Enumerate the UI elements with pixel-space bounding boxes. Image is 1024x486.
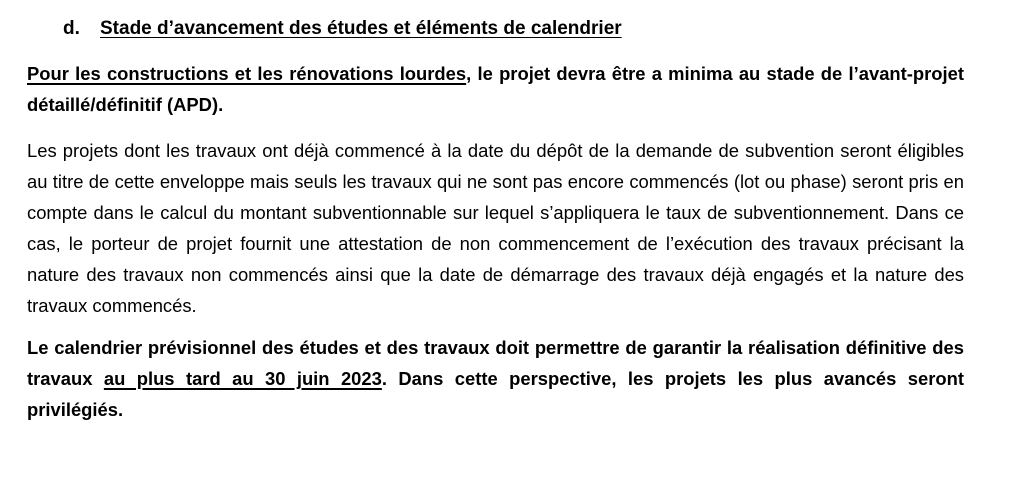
section-letter: d. (63, 18, 80, 39)
paragraph-apd-requirement (27, 58, 964, 120)
paragraph-apd-rest: , le projet devra être a minima au stade de l’avant-projet détaillé/définitif (APD). (27, 63, 964, 115)
section-heading (63, 14, 964, 44)
section-title: Stade d’avancement des études et éléments de calendrier (100, 18, 622, 39)
paragraph-calendar-after: . Dans cette perspective, les projets les plus avancés seront privilégiés. (27, 368, 964, 420)
underlined-phrase-constructions: Pour les constructions et les rénovations lourdes (27, 63, 467, 84)
paragraph-started-works: Les projets dont les travaux ont déjà commencé à la date du dépôt de la demande de subvention seront éligibles au titre de cette enveloppe mais seuls les travaux qui ne sont pas encore commencés (lot ou phase) seront pris en compte dans le calcul du montant subventionnable sur lequel s’appliquera le taux de subventionnement. Dans ce cas, le porteur de projet fournit une attestation de non commencement de l’exécution des travaux précisant la nature des travaux non commencés ainsi que la date de démarrage des travaux déjà engagés et la nature des travaux commencés. (27, 140, 964, 316)
paragraph-calendar (27, 332, 964, 425)
underlined-deadline: au plus tard au 30 juin 2023 (103, 368, 382, 389)
paragraph-calendar-before: Le calendrier prévisionnel des études et des travaux doit permettre de garantir la réalisation définitive des travaux (27, 337, 964, 389)
